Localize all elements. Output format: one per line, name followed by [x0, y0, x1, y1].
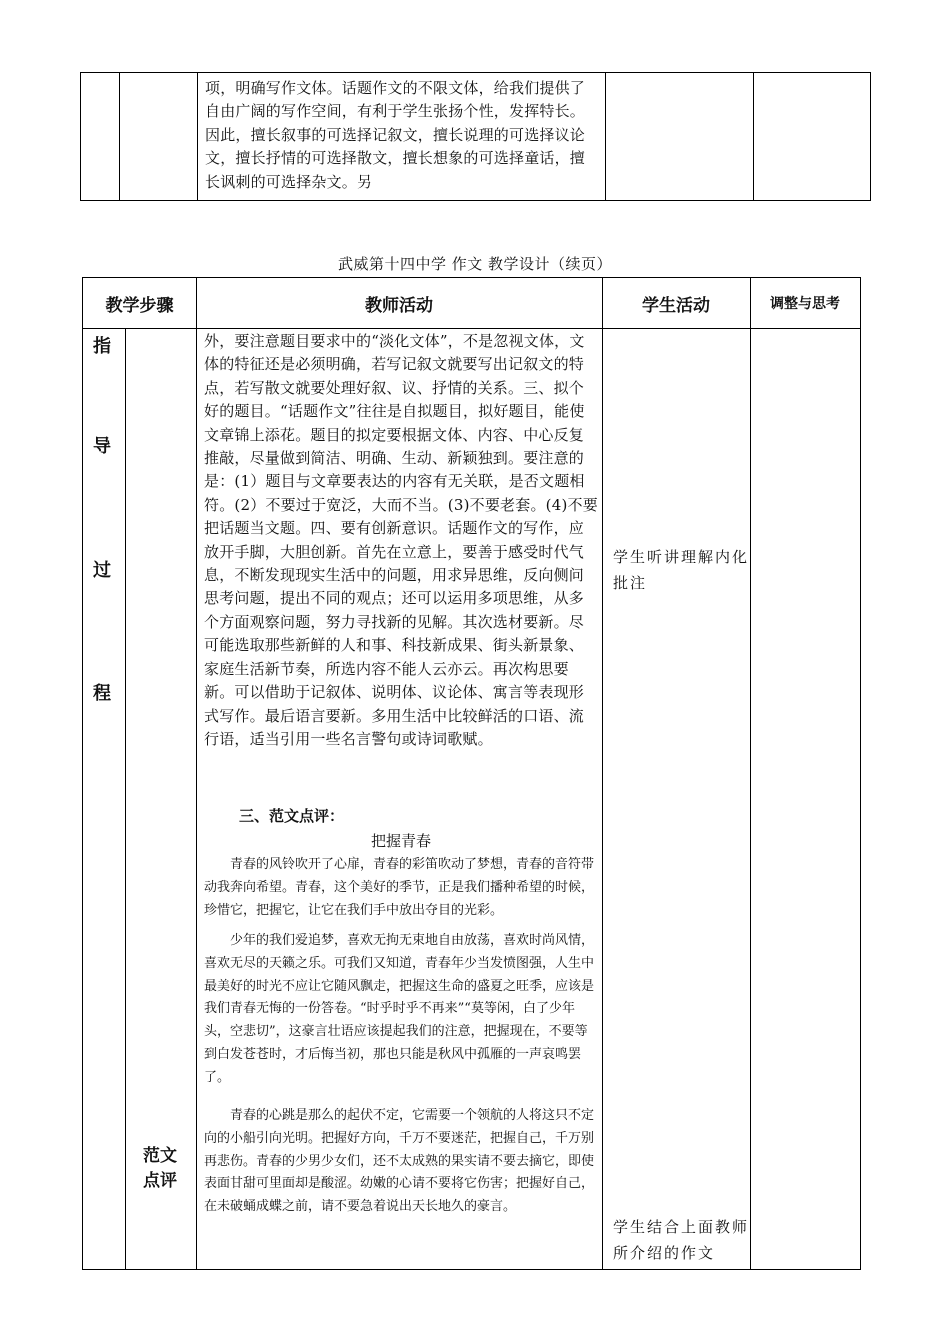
step-subcolumn-divider: [125, 328, 126, 1269]
column-divider: [753, 73, 754, 200]
step-char: 导: [93, 436, 111, 457]
header-adjust: 调整与思考: [770, 296, 840, 312]
header-teacher: 教师活动: [365, 295, 433, 316]
column-divider: [605, 73, 606, 200]
student-activity: 学生结合上面教师所介绍的作文: [613, 1218, 750, 1262]
essay-paragraph: 少年的我们爱追梦，喜欢无拘无束地自由放荡，喜欢时尚风情，喜欢无尽的天籁之乐。可我们又知道，青春年少当发愤图强，人生中最美好的时光不应让它随风飘走，把握这生命的盛夏之旺季，应该是我们青春无悔的一份答卷。“时乎时乎不再来”“莫等闲，白了少年头，空悲切”，这豪言壮语应该提起我们的注意，把握现在，不要等到白发苍苍时，才后悔当初，那也只能是秋风中孤雁的一声哀鸣罢了。: [204, 933, 595, 1085]
step-char: 过: [93, 560, 111, 581]
column-divider: [750, 278, 751, 1269]
step-char: 程: [93, 683, 111, 704]
page-caption: 武威第十四中学 作文 教学设计（续页）: [337, 255, 613, 273]
step-char: 指: [93, 336, 111, 357]
column-divider: [602, 278, 603, 1269]
lesson-table: [82, 277, 861, 1270]
teacher-activity-text: 项，明确写作文体。话题作文的不限文体，给我们提供了自由广阔的写作空间，有利于学生张扬个性，发挥特长。因此，擅长叙事的可选择记叙文，擅长说理的可选择议论文，擅长抒情的可选择散文，擅长想象的可选择童话，擅长讽刺的可选择杂文。另: [205, 79, 586, 191]
column-divider: [196, 278, 197, 1269]
header-divider: [83, 328, 860, 329]
essay-paragraph: 青春的风铃吹开了心扉，青春的彩笛吹动了梦想，青春的音符带动我奔向希望。青春，这个美好的季节，正是我们播种希望的时候，珍惜它，把握它，让它在我们手中放出夺目的光彩。: [204, 857, 595, 918]
section-heading: 三、范文点评：: [239, 807, 345, 825]
column-divider: [119, 73, 120, 200]
essay-paragraph: 青春的心跳是那么的起伏不定，它需要一个领航的人将这只不定向的小船引向光明。把握好方向，千万不要迷茫，把握自己，千万别再悲伤。青春的少男少女们，还不太成熟的果实请不要去摘它，即使表面甘甜可里面却是酸涩。幼嫩的心请不要将它伤害；把握好自己，在未破蛹成蝶之前，请不要急着说出天长地久的豪言。: [204, 1108, 595, 1215]
sub-step-label: 范文 点评: [143, 1146, 177, 1191]
top-table-fragment: [80, 72, 871, 201]
student-activity: 学生听讲理解内化批注: [613, 548, 750, 592]
header-student: 学生活动: [642, 295, 710, 316]
teacher-activity-body: 外，要注意题目要求中的“淡化文体”，不是忽视文体，文体的特征还是必须明确，若写记叙文就要写出记叙文的特点，若写散文就要处理好叙、议、抒情的关系。三、拟个好的题目。“话题作文”往往是自拟题目，拟好题目，能使文章锦上添花。题目的拟定要根据文体、内容、中心反复推敲，尽量做到简洁、明确、生动、新颖独到。要注意的是：(1）题目与文章要表达的内容有无关联，是否文题相符。(2）不要过于宽泛，大而不当。(3)不要老套。(4)不要把话题当文题。四、要有创新意识。话题作文的写作，应放开手脚，大胆创新。首先在立意上，要善于感受时代气息，不断发现现实生活中的问题，用求异思维，反向侧问思考问题，提出不同的观点；还可以运用多项思维，从多个方面观察问题，努力寻找新的见解。其次选材要新。尽可能选取那些新鲜的人和事、科技新成果、街头新景象、家庭生活新节奏，所选内容不能人云亦云。再次构思要新。可以借助于记叙体、说明体、议论体、寓言等表现形式写作。最后语言要新。多用生活中比较鲜活的口语、流行语，适当引用一些名言警句或诗词歌赋。: [204, 332, 598, 748]
essay-title: 把握青春: [370, 832, 431, 850]
column-divider: [197, 73, 198, 200]
header-step: 教学步骤: [105, 295, 174, 316]
